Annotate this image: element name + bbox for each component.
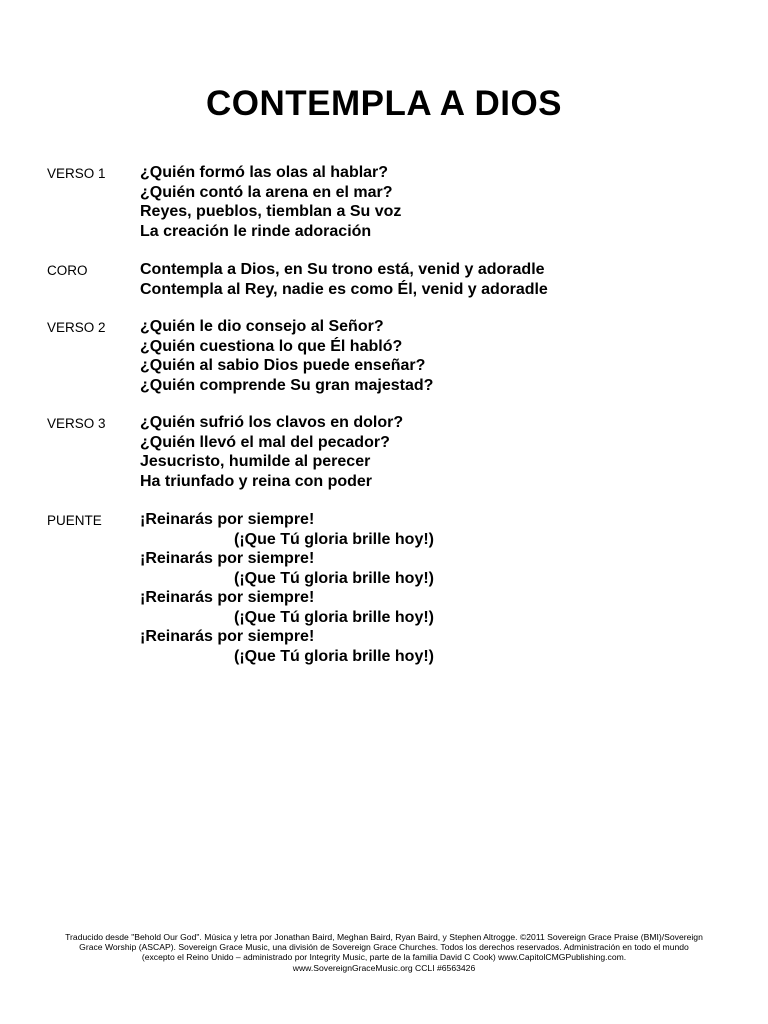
section-label: VERSO 1 [47,166,106,181]
section-lines [140,163,740,241]
lyric-line: Reyes, pueblos, tiemblan a Su voz [140,203,402,220]
section-label: CORO [47,263,88,278]
section-lines [140,510,740,666]
footer-line: Grace Worship (ASCAP). Sovereign Grace Music, una división de Sovereign Grace Churches. Todos los derechos reservados. Administración en todo el mundo [79,942,689,953]
footer-line: Traducido desde "Behold Our God". Música y letra por Jonathan Baird, Meghan Baird, Ryan Baird, y Stephen Altrogge. ©2011 Sovereign Grace Praise (BMI)/Sovereign [65,932,703,942]
lyric-line: ¡Reinarás por siempre! [140,589,315,606]
section-label: PUENTE [47,513,102,528]
lyric-line: ¿Quién sufrió los clavos en dolor? [140,414,404,431]
lyric-line: Jesucristo, humilde al perecer [140,453,371,470]
lyric-line: ¿Quién formó las olas al hablar? [140,164,389,181]
lyric-line: La creación le rinde adoración [140,222,372,240]
lyric-line: ¡Reinarás por siempre! [140,511,315,528]
lyric-line: ¡Reinarás por siempre! [140,550,315,567]
lyric-line: ¿Quién le dio consejo al Señor? [140,318,384,335]
lyric-line: ¡Reinarás por siempre! [140,628,315,645]
lyric-line: ¿Quién comprende Su gran majestad? [140,376,434,394]
footer-line: www.SovereignGraceMusic.org CCLI #6563426 [292,962,476,973]
song-title: CONTEMPLA A DIOS [205,84,563,123]
lyric-line: ¿Quién llevó el mal del pecador? [140,433,390,451]
lyric-line: ¿Quién al sabio Dios puede enseñar? [140,357,426,374]
lyric-line-response: (¡Que Tú gloria brille hoy!) [234,569,434,587]
lyric-line: Ha triunfado y reina con poder [140,472,373,490]
lyric-line: ¿Quién cuestiona lo que Él habló? [140,337,403,355]
lyric-line: Contempla a Dios, en Su trono está, venid y adoradle [140,261,545,278]
section-lines [140,413,740,491]
section-lines [140,317,740,395]
copyright-footer [40,932,728,973]
lyric-line: ¿Quién contó la arena en el mar? [140,183,393,201]
section-label: VERSO 3 [47,416,106,431]
lyric-line: Contempla al Rey, nadie es como Él, venid y adoradle [140,280,548,298]
section-lines [140,260,740,299]
lyric-line-response: (¡Que Tú gloria brille hoy!) [234,530,434,548]
lyric-line-response: (¡Que Tú gloria brille hoy!) [234,608,434,626]
footer-line: (excepto el Reino Unido – administrado por Integrity Music, parte de la familia David C Cook) www.CapitolCMGPublishing.com. [141,952,627,963]
section-label: VERSO 2 [47,320,106,335]
lyric-line-response: (¡Que Tú gloria brille hoy!) [234,647,434,665]
